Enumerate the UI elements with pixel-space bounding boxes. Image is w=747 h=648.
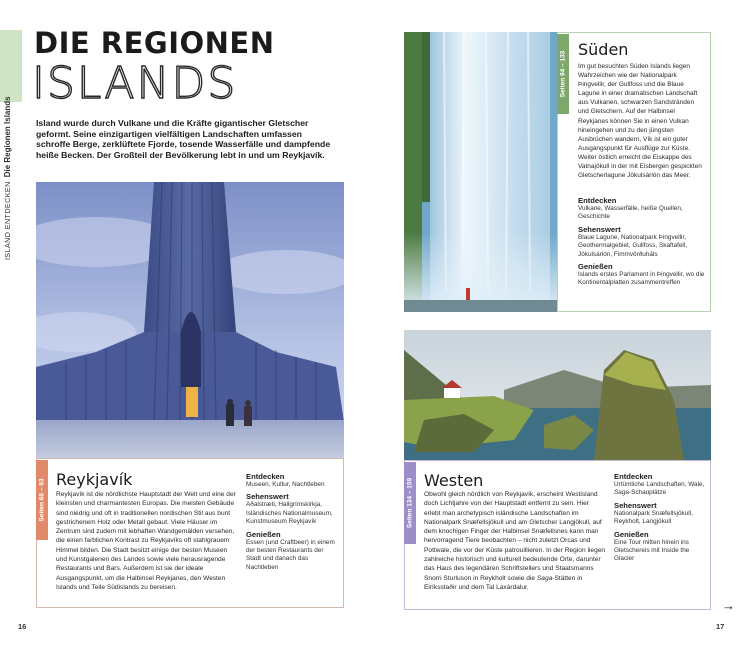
- sehenswert-heading: Sehenswert: [246, 492, 289, 502]
- geniessen-heading: Genießen: [578, 262, 613, 272]
- entdecken-heading: Entdecken: [246, 472, 285, 481]
- sehenswert-text: Blaue Lagune, Nationalpark Þingvellir, Geothermalgebiet, Gullfoss, Skaftafell, Jökulsárlón, Fimmvörðuháls: [578, 233, 688, 258]
- geniessen-text: Eine Tour mitten hinein ins Gletschereis mit Inside the Glacier: [614, 538, 690, 563]
- entdecken-text: Museen, Kultur, Nachtleben: [246, 481, 325, 488]
- pages-tag-westen[interactable]: Seiten 134 – 159: [404, 462, 416, 544]
- region-body-sueden: Im gut besuchten Süden Islands liegen Wahrzeichen wie der Nationalpark Þingvellir, der Gullfoss und die Blaue Lagune in einer dramatischen Landschaft aus Vulkanen, schwarzen Sandstränden und Gletschern. Auf der Halbinsel Reykjanes können Sie in einen Vulkan hineingehen und zu den jüngsten Ausbrüchen wandern, Vík ist ein guter Ausgangspunkt für Ausflüge zur Küste. Weiter östlich erreicht die Eiskappe des Vatnajökull in der mit Eisbergen gespickten Gletscherlagune Jökulsárlón das Meer.: [578, 63, 702, 180]
- geniessen-heading: Genießen: [246, 529, 281, 539]
- west-iceland-photo: [404, 330, 711, 460]
- geniessen-text: Essen (und Craftbeer) in einem der besten Restaurants der Stadt und danach das Nachtleben: [246, 538, 335, 571]
- sehenswert-heading: Sehenswert: [614, 500, 657, 510]
- pages-tag-reykjavik[interactable]: Seiten 68 – 93: [36, 460, 48, 540]
- pages-tag-sueden[interactable]: Seiten 94 – 133: [557, 34, 569, 114]
- page-number-left: 16: [18, 622, 27, 631]
- geniessen-text: Islands erstes Parlament in Þingvellir, wo die Kontinentalplatten zusammentreffen: [578, 271, 705, 287]
- region-facts-reykjavik: [246, 472, 338, 572]
- sehenswert-text: Aðalstræti, Hallgrímskirkja, Isländisches Nationalmuseum, Kunstmuseum Reykjavík: [246, 501, 333, 526]
- geniessen-heading: Genießen: [614, 529, 649, 539]
- entdecken-text: Urtümliche Landschaften, Wale, Saga-Schauplätze: [614, 481, 705, 497]
- running-header-main: Die Regionen Islands: [3, 96, 12, 178]
- hallgrimskirkja-photo: [36, 182, 344, 458]
- running-header: [3, 96, 12, 260]
- region-body-westen: Obwohl gleich nördlich von Reykjavík, erscheint Westisland doch Lichtjahre von der Hauptstadt entfernt zu sein. Hier erlebt man archetypisch isländische Landschaften im Nationalpark Snæfellsjökull und am Gletscher Langjökull, auf dem knochigen Finger der Halbinsel Snæfellsnes kann man hervorragend Tiere beobachten – nicht zuletzt Orcas und Pottwale, die vor der Küste patrouillieren. In der Region liegen zahlreiche historisch und kulturell bedeutende Orte, darunter das Haus des legendären Schriftstellers und Staatsmanns Snorri Sturluson in Reykholt sowie die Saga-Stätten in Eiríksstaðir und dem Tal Laxárdalur.: [424, 491, 606, 591]
- region-title-reykjavik: Reykjavík: [56, 470, 133, 489]
- sehenswert-heading: Sehenswert: [578, 224, 621, 234]
- region-facts-westen: [614, 472, 708, 564]
- next-page-arrow-icon[interactable]: →: [722, 598, 735, 613]
- page-title-line1: DIE REGIONEN: [34, 26, 275, 60]
- entdecken-text: Vulkane, Wasserfälle, heiße Quellen, Geschichte: [578, 205, 683, 221]
- waterfall-photo: [404, 32, 557, 312]
- page-number-right: 17: [716, 622, 725, 631]
- running-header-prefix: ISLAND ENTDECKEN: [3, 181, 12, 260]
- entdecken-heading: Entdecken: [578, 196, 617, 205]
- region-title-westen: Westen: [424, 471, 484, 490]
- intro-paragraph: Island wurde durch Vulkane und die Kräfte gigantischer Gletscher geformt. Seine einzigartigen vielfältigen Landschaften umfassen schroffe Berge, zerklüftete Fjorde, tosende Wasserfälle und dampfende heiße Becken. Der Großteil der Bevölkerung lebt in und um Reykjavík.: [36, 118, 331, 160]
- region-title-sueden: Süden: [578, 40, 629, 59]
- sehenswert-text: Nationalpark Snæfellsjökull, Reykholt, Langjökull: [614, 509, 693, 526]
- region-facts-sueden: [578, 196, 706, 288]
- chapter-color-tab: [0, 30, 22, 102]
- page-title-line2: ISLANDS: [32, 58, 238, 109]
- entdecken-heading: Entdecken: [614, 472, 653, 481]
- region-body-reykjavik: Reykjavík ist die nördlichste Hauptstadt der Welt und eine der kleinsten und charmantesten Europas. Die meisten Gebäude sind niedrig und oft in traditionellen nordischen Stil aus bunt gestrichenem Holz oder Metall gebaut. Viele Häuser im Zentrum sind zudem mit lebhaften Wandgemälden versehen, die einen farblichen Kontrast zu Reykjavíks oft stahlgrauem Himmel bilden. Die Stadt besitzt einige der besten Museen und Kunstgalerien des Landes sowie viele herausragende Restaurants und Bars. Außerdem ist sie der ideale Ausgangspunkt, um die Halbinsel Reykjanes, den Westen Islands und Teile Südislands zu bereisen.: [56, 491, 236, 591]
